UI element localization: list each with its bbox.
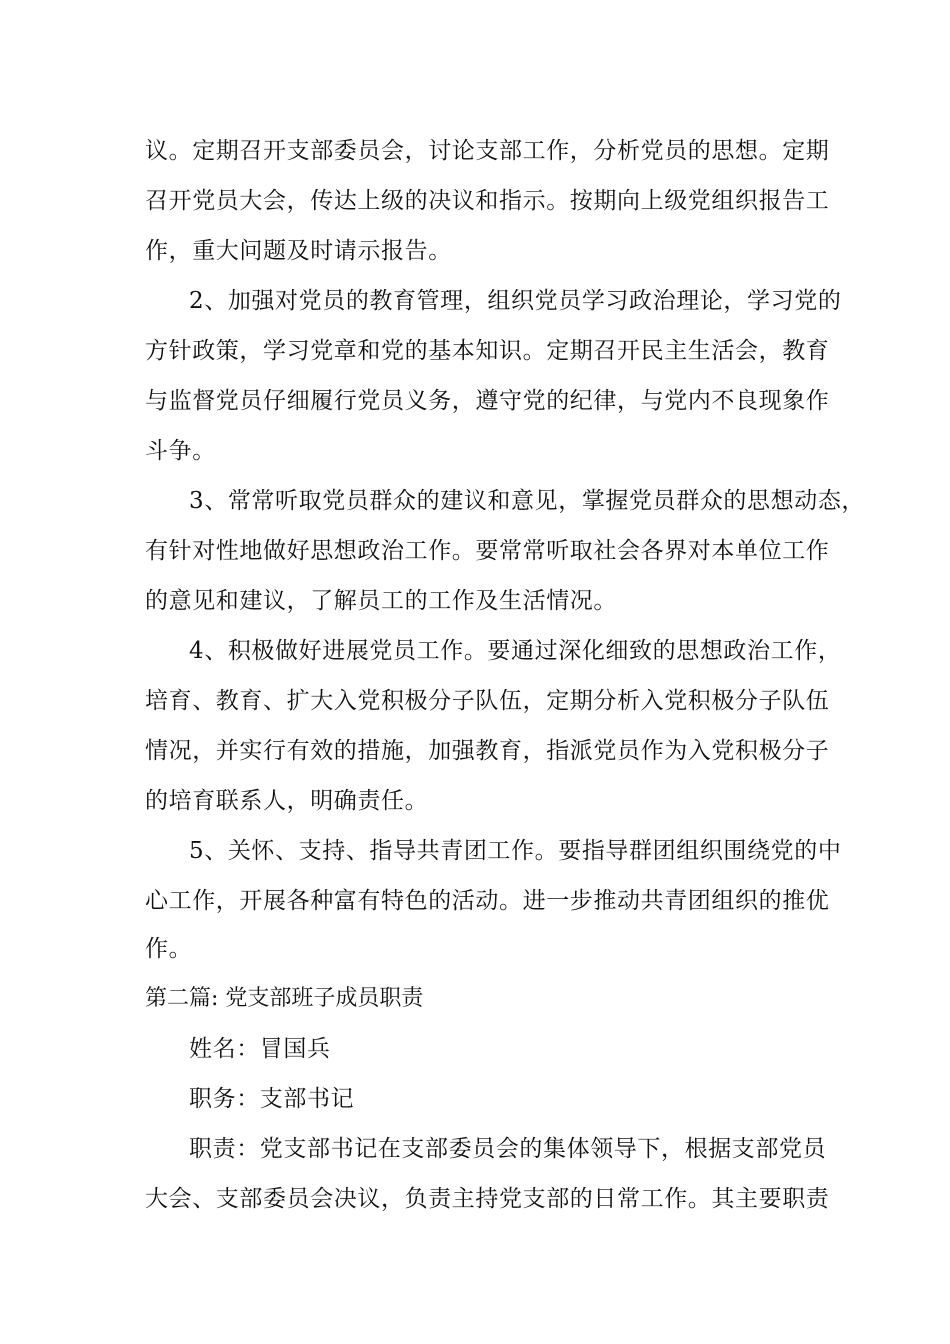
paragraph-3-line-1: 3、常常听取党员群众的建议和意见，掌握党员群众的思想动态， — [189, 488, 866, 514]
paragraph-1-line-3: 作，重大问题及时请示报告。 — [145, 238, 452, 264]
paragraph-4-line-2: 培育、教育、扩大入党积极分子队伍，定期分析入党积极分子队伍 — [145, 688, 830, 714]
paragraph-5-line-3: 作。 — [145, 936, 193, 962]
section-heading: 第二篇: 党支部班子成员职责 — [145, 986, 424, 1011]
paragraph-3-line-2: 有针对性地做好思想政治工作。要常常听取社会各界对本单位工作 — [145, 538, 830, 564]
paragraph-4-line-4: 的培育联系人，明确责任。 — [145, 788, 429, 814]
position-line: 职务：支部书记 — [189, 1086, 355, 1112]
duties-line-2: 大会、支部委员会决议，负责主持党支部的日常工作。其主要职责 — [145, 1186, 830, 1212]
paragraph-2-line-3: 与监督党员仔细履行党员义务，遵守党的纪律，与党内不良现象作 — [145, 388, 830, 414]
paragraph-4-line-1: 4、积极做好进展党员工作。要通过深化细致的思想政治工作， — [189, 638, 842, 664]
paragraph-4-line-3: 情况，并实行有效的措施，加强教育，指派党员作为入党积极分子 — [145, 738, 830, 764]
name-line: 姓名：冒国兵 — [189, 1036, 331, 1062]
paragraph-5-line-1: 5、关怀、支持、指导共青团工作。要指导群团组织围绕党的中 — [189, 838, 842, 864]
paragraph-5-line-2: 心工作，开展各种富有特色的活动。进一步推动共青团组织的推优 — [145, 888, 830, 914]
paragraph-3-line-3: 的意见和建议，了解员工的工作及生活情况。 — [145, 588, 617, 614]
paragraph-2-line-1: 2、加强对党员的教育管理，组织党员学习政治理论，学习党的 — [189, 288, 842, 314]
paragraph-1-line-1: 议。定期召开支部委员会，讨论支部工作，分析党员的思想。定期 — [145, 138, 830, 164]
paragraph-2-line-4: 斗争。 — [145, 438, 216, 464]
paragraph-2-line-2: 方针政策，学习党章和党的基本知识。定期召开民主生活会，教育 — [145, 338, 830, 364]
duties-line-1: 职责：党支部书记在支部委员会的集体领导下，根据支部党员 — [189, 1136, 827, 1162]
paragraph-1-line-2: 召开党员大会，传达上级的决议和指示。按期向上级党组织报告工 — [145, 188, 830, 214]
